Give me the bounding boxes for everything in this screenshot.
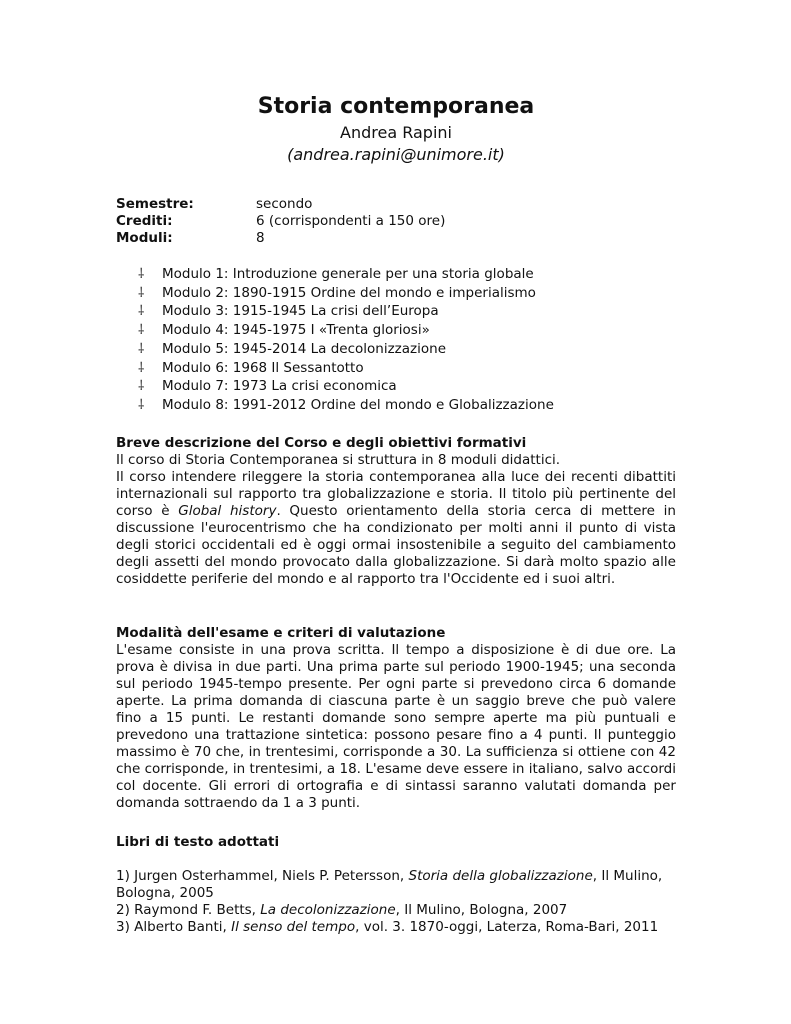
- book-entry: [116, 902, 676, 919]
- book-author: 1) Jurgen Osterhammel, Niels P. Petersson,: [116, 867, 409, 884]
- dagger-bullet-icon: ⸸: [138, 396, 145, 413]
- description-section: [116, 435, 676, 588]
- module-text: Modulo 7: 1973 La crisi economica: [162, 378, 397, 395]
- course-info: [116, 196, 676, 247]
- section-heading: Breve descrizione del Corso e degli obiettivi formativi: [116, 434, 527, 451]
- module-text: Modulo 6: 1968 Il Sessantotto: [162, 359, 364, 376]
- meta-label: Crediti:: [116, 213, 173, 229]
- document-page: [116, 92, 676, 936]
- book-publisher: , vol. 3. 1870-oggi, Laterza, Roma-Bari, 2011: [355, 918, 659, 935]
- meta-value: 6 (corrispondenti a 150 ore): [256, 213, 446, 229]
- meta-row-credits: [116, 213, 676, 230]
- module-text: Modulo 1: Introduzione generale per una storia globale: [162, 266, 534, 282]
- list-item: [116, 321, 676, 340]
- dagger-bullet-icon: ⸸: [138, 322, 145, 339]
- meta-value: 8: [256, 230, 265, 246]
- exam-paragraph: L'esame consiste in una prova scritta. Il tempo a disposizione è di due ore. La prova è divisa in due parti. Una prima parte sul periodo 1900-1945; una seconda sul periodo 1945-tempo presente. Per ogni parte si prevedono circa 6 domande aperte. La prima domanda di ciascuna parte è un saggio breve che può valere fino a 15 punti. Le restanti domande sono sempre aperte ma più puntuali e prevedono una trattazione sintetica: possono pesare fino a 4 punti. Il punteggio massimo è 70 che, in trentesimi, corrisponde a 30. La sufficienza si ottiene con 42 che corrisponde, in trentesimi, a 18. L'esame deve essere in italiano, salvo accordi col docente. Gli errori di ortografia e di sintassi saranno valutati domanda per domanda sottraendo da 1 a 3 punti.: [116, 641, 676, 811]
- meta-label: Moduli:: [116, 230, 173, 246]
- list-item: [116, 340, 676, 359]
- dagger-bullet-icon: ⸸: [138, 284, 145, 301]
- book-author: 2) Raymond F. Betts,: [116, 901, 261, 918]
- document-title: Storia contemporanea: [257, 94, 535, 119]
- book-publisher: , Il Mulino, Bologna, 2007: [395, 901, 568, 918]
- dagger-bullet-icon: ⸸: [138, 340, 145, 357]
- module-text: Modulo 2: 1890-1915 Ordine del mondo e imperialismo: [162, 284, 536, 301]
- paragraph-text: . Questo orientamento della storia cerca di mettere in discussione l'eurocentrismo che ha condizionato per molti anni il punto di vista degli storici occidentali ed è oggi ormai insostenibile a seguito del cambiamento degli assetti del mondo provocato dalla globalizzazione. Si darà molto spazio alle cosiddette periferie del mondo e al rapporto tra l'Occidente ed i suoi altri.: [116, 502, 676, 587]
- list-item: [116, 302, 676, 321]
- list-item: [116, 359, 676, 378]
- book-author: 3) Alberto Banti,: [116, 918, 232, 935]
- list-item: [116, 377, 676, 396]
- books-section: [116, 834, 676, 936]
- module-list: [116, 265, 676, 415]
- dagger-bullet-icon: ⸸: [138, 359, 145, 376]
- description-line: Il corso di Storia Contemporanea si struttura in 8 moduli didattici.: [116, 451, 561, 468]
- list-item: [116, 396, 676, 415]
- author-email: (andrea.rapini@unimore.it): [287, 145, 505, 164]
- meta-row-semester: [116, 196, 676, 213]
- paragraph-text: Il corso intendere rileggere la storia contemporanea alla luce dei recenti dibattiti internazionali sul rapporto tra globalizzazione e storia. Il titolo più pertinente del corso è: [116, 468, 676, 519]
- dagger-bullet-icon: ⸸: [138, 266, 145, 282]
- module-text: Modulo 4: 1945-1975 I «Trenta gloriosi»: [162, 322, 430, 339]
- section-heading: Modalità dell'esame e criteri di valutazione: [116, 624, 446, 641]
- dagger-bullet-icon: ⸸: [138, 378, 145, 395]
- module-text: Modulo 3: 1915-1945 La crisi dell’Europa: [162, 303, 439, 320]
- list-item: [116, 265, 676, 284]
- section-heading: Libri di testo adottati: [116, 833, 280, 850]
- book-title: La decolonizzazione: [260, 901, 396, 918]
- module-text: Modulo 5: 1945-2014 La decolonizzazione: [162, 340, 447, 357]
- meta-label: Semestre:: [116, 196, 194, 212]
- module-text: Modulo 8: 1991-2012 Ordine del mondo e Globalizzazione: [162, 396, 554, 413]
- book-entry: [116, 919, 676, 936]
- italic-term: Global history: [178, 502, 277, 519]
- book-entry: [116, 868, 676, 902]
- dagger-bullet-icon: ⸸: [138, 303, 145, 320]
- meta-value: secondo: [256, 196, 313, 212]
- author-name: Andrea Rapini: [340, 123, 452, 142]
- book-title: Storia della globalizzazione: [408, 867, 593, 884]
- meta-row-modules: [116, 230, 676, 247]
- book-publisher: , Il Mulino, Bologna, 2005: [116, 867, 663, 901]
- list-item: [116, 284, 676, 303]
- book-title: Il senso del tempo: [231, 918, 356, 935]
- exam-section: [116, 625, 676, 812]
- description-paragraph: [116, 469, 676, 588]
- books-list: [116, 868, 676, 936]
